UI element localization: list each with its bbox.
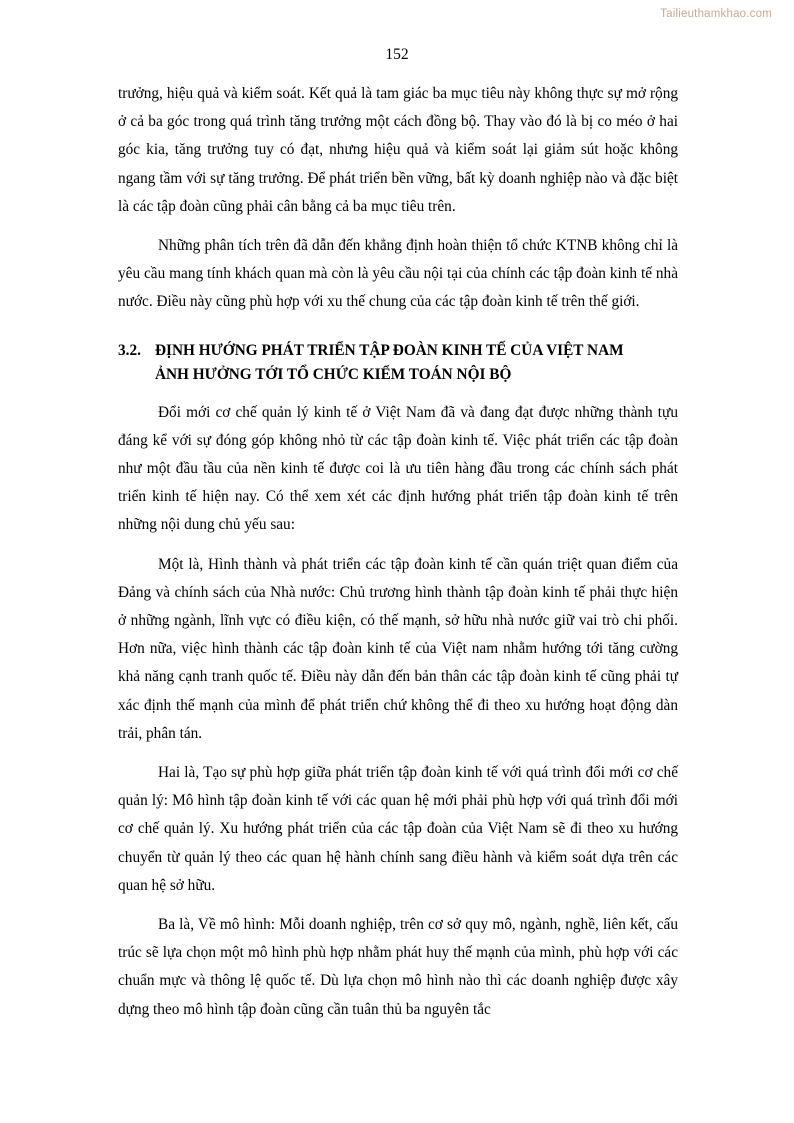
paragraph-spacer [118,748,678,759]
paragraph-spacer [118,221,678,232]
section-heading-number: 3.2. [118,341,141,359]
page-number: 152 [385,46,409,63]
paragraph-3: Đổi mới cơ chế quản lý kinh tế ở Việt Nam đã và đang đạt được những thành tựu đáng kể với sự đóng góp không nhỏ từ các tập đoàn kinh tế. Việc phát triển các tập đoàn như một đầu tầu của nền kinh tế được coi là ưu tiên hàng đầu trong các chính sách phát triển kinh tế hiện nay. Có thể xem xét các định hướng phát triển tập đoàn kinh tế trên những nội dung chủ yếu sau: [118,403,678,534]
paragraph-5: Hai là, Tạo sự phù hợp giữa phát triển tập đoàn kinh tế với quá trình đổi mới cơ chế quản lý: Mô hình tập đoàn kinh tế với các quan hệ mới phải phù hợp với quá trình đổi mới cơ chế quản lý. Xu hướng phát triển của các tập đoàn của Việt Nam sẽ đi theo xu hướng chuyển từ quản lý theo các quan hệ hành chính sang điều hành và kiểm soát dựa trên các quan hệ sở hữu. [118,764,678,894]
paragraph-4: Một là, Hình thành và phát triển các tập đoàn kinh tế cần quán triệt quan điểm của Đảng và chính sách của Nhà nước: Chủ trương hình thành tập đoàn kinh tế phải thực hiện ở những ngành, lĩnh vực có điều kiện, có thế mạnh, sở hữu nhà nước giữ vai trò chi phối. Hơn nữa, việc hình thành các tập đoàn kinh tế của Việt nam nhằm hướng tới tăng cường khả năng cạnh tranh quốc tế. Điều này dẫn đến bản thân các tập đoàn kinh tế cũng phải tự xác định thế mạnh của mình để phát triển chứ không thể đi theo xu hướng hoạt động dàn trải, phân tán. [118,555,678,742]
paragraph-spacer [118,900,678,911]
section-heading-line-2: ẢNH HƯỞNG TỚI TỔ CHỨC KIỂM TOÁN NỘI BỘ [154,365,512,383]
paragraph-spacer [118,540,678,551]
page-content [118,80,678,1024]
paragraph-2: Những phân tích trên đã dẫn đến khẳng định hoàn thiện tổ chức KTNB không chỉ là yêu cầu mang tính khách quan mà còn là yêu cầu nội tại của chính các tập đoàn kinh tế nhà nước. Điều này cũng phù hợp với xu thế chung của các tập đoàn kinh tế trên thế giới. [118,237,678,311]
section-heading-line-1: ĐỊNH HƯỚNG PHÁT TRIỂN TẬP ĐOÀN KINH TẾ CỦA VIỆT NAM [154,341,624,359]
paragraph-1: trưởng, hiệu quả và kiểm soát. Kết quả là tam giác ba mục tiêu này không thực sự mở rộng ở cả ba góc trong quá trình tăng trưởng một cách đồng bộ. Thay vào đó là bị co méo ở hai góc kia, tăng trưởng tuy có đạt, nhưng hiệu quả và kiểm soát lại giảm sút hoặc không ngang tầm với sự tăng trưởng. Để phát triển bền vững, bất kỳ doanh nghiệp nào và đặc biệt là các tập đoàn cũng phải cân bằng cả ba mục tiêu trên. [118,85,678,215]
paragraph-6: Ba là, Về mô hình: Mỗi doanh nghiệp, trên cơ sở quy mô, ngành, nghề, liên kết, cấu trúc sẽ lựa chọn một mô hình phù hợp nhằm phát huy thế mạnh của mình, phù hợp với các chuẩn mực và thông lệ quốc tế. Dù lựa chọn mô hình nào thì các doanh nghiệp được xây dựng theo mô hình tập đoàn cũng cần tuân thủ ba nguyên tắc [118,916,678,1018]
section-heading-text [155,339,678,387]
section-heading [118,339,678,387]
watermark: Tailieuthamkhao.com [660,8,772,20]
